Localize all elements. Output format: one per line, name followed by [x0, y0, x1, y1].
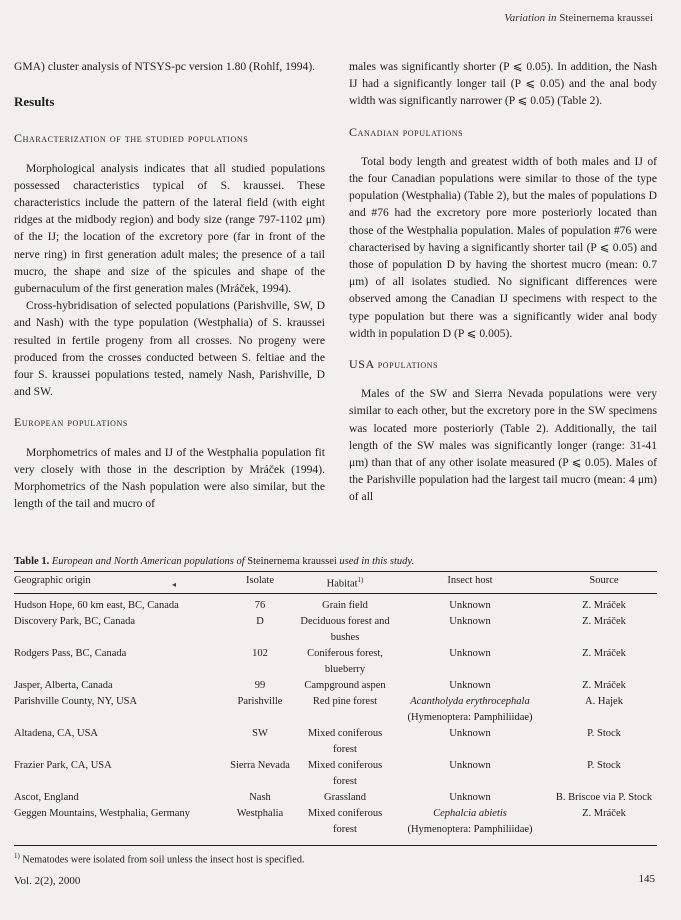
cell-host-name: Unknown [449, 760, 491, 771]
table-caption-end: used in this study. [339, 556, 415, 567]
cell-host-name: Cephalcia abietis [433, 808, 507, 819]
table-header-row [14, 573, 657, 591]
running-head-species-end: kraussei [616, 12, 653, 24]
cell-origin: Parishville County, NY, USA [14, 696, 138, 707]
table-caption-text: European and North American populations of [51, 556, 245, 567]
right-column [349, 58, 657, 506]
cell-origin: Jasper, Alberta, Canada [14, 680, 113, 691]
cell-isolate: 102 [252, 648, 268, 659]
footnote-mark: 1) [14, 852, 20, 860]
canadian-heading: Canadian populations [349, 124, 464, 139]
header-habitat [295, 573, 395, 592]
page-number: 145 [638, 873, 655, 885]
cell-host [400, 678, 540, 694]
cell-isolate: Parishville [237, 696, 283, 707]
cell-source: P. Stock [587, 728, 621, 739]
cell-source: Z. Mráček [582, 648, 626, 659]
cell-host-order: (Hymenoptera: Pamphiliidae) [407, 823, 533, 835]
header-habitat-label: Habitat [326, 578, 358, 590]
header-source: Source [589, 575, 619, 586]
cell-habitat: Mixed coniferous forest [307, 728, 383, 755]
european-heading: European populations [14, 415, 128, 430]
characterization-heading: Characterization of the studied populations [14, 131, 249, 146]
usa-heading: USA populations [349, 357, 439, 372]
running-head-species: Steinernema [559, 12, 615, 24]
cell-host [400, 790, 540, 806]
left-column [14, 58, 325, 512]
para-continued: males was significantly shorter (P ⩽ 0.05). In addition, the Nash IJ had a significantly longer tail (P ⩽ 0.05) and the anal body width was significantly narrower (P ⩽ 0.05) (Table 2). [349, 60, 657, 108]
cell-habitat: Red pine forest [312, 696, 378, 707]
results-heading: Results [14, 94, 55, 110]
cell-source: A. Hajek [585, 696, 623, 707]
cell-source: Z. Mráček [582, 808, 626, 819]
cell-origin: Hudson Hope, 60 km east, BC, Canada [14, 600, 179, 611]
cell-habitat: Campground aspen [304, 680, 386, 691]
cell-isolate: Westphalia [236, 808, 284, 819]
running-head [504, 12, 653, 24]
cell-host [400, 646, 540, 662]
cell-host [400, 694, 540, 725]
table-header-rule [14, 593, 657, 594]
cell-source: Z. Mráček [582, 616, 626, 627]
table-top-rule [14, 571, 657, 572]
table-caption-species: Steinernema kraussei [247, 556, 337, 567]
header-origin: Geographic origin [14, 575, 91, 586]
para-canadian: Total body length and greatest width of both males and IJ of the four Canadian populations were similar to those of the type population (Westphalia) (Table 2), but the males of populations D and #76 had the excretory pore more posteriorly located than those of the Westphalia population. Males of population #76 were characterised by having a significantly shorter tail (P ⩽ 0.05) and those of population D by having the shortest mucro (mean: 0.7 μm) of all isolates studied. No significant differences were observed among the Canadian IJ specimens with respect to the type population but there was a significantly wider anal body width in population D (P ⩽ 0.005). [349, 154, 657, 340]
cell-isolate: SW [252, 728, 268, 739]
footnote-text: Nematodes were isolated from soil unless the insect host is specified. [22, 854, 305, 866]
cell-host [400, 806, 540, 837]
cell-host [400, 598, 540, 614]
para-morphology: Morphological analysis indicates that all studied populations possessed characteristics typical of S. kraussei. These characteristics include the pattern of the lateral field (with eight ridges at the midbody region) and body size (range 797-1102 μm) of the IJ; the location of the excretory pore (far in front of the nerve ring) in first generation adult males; the presence of a tail mucro, the shape and size of the spicules and shape of the gubernaculum of the first generation males (Mráček, 1994). [14, 161, 325, 296]
table-label: Table 1. [14, 556, 50, 567]
cell-host-name: Unknown [449, 616, 491, 627]
cell-host [400, 614, 540, 630]
cell-host-name: Unknown [449, 648, 491, 659]
cell-host-order: (Hymenoptera: Pamphiliidae) [407, 711, 533, 723]
cell-isolate: Nash [249, 792, 271, 803]
cell-origin: Discovery Park, BC, Canada [14, 616, 136, 627]
cell-origin: Rodgers Pass, BC, Canada [14, 648, 127, 659]
cell-isolate: 99 [254, 680, 266, 691]
para-usa: Males of the SW and Sierra Nevada populations were very similar to each other, but the excretory pore in the SW specimens was located more posteriorly (Table 2). Additionally, the tail length of the SW males was significantly longer (range: 31-41 μm) than that of any other isolate measured (P ⩽ 0.05). Males of the Parishville population had the largest tail mucro (mean: 4 μm) of all [349, 387, 657, 504]
populations-table [14, 573, 657, 835]
cell-source: B. Briscoe via P. Stock [555, 792, 653, 803]
para-cross-hybridisation: Cross-hybridisation of selected populations (Parishville, SW, D and Nash) with the type population (Westphalia) of S. kraussei resulted in fertile progeny from all crosses. No progeny were produced from the crosses conducted between S. feltiae and the four S. kraussei populations tested, namely Nash, Parishville, D and SW. [14, 299, 325, 399]
opening-text: GMA) cluster analysis of NTSYS-pc version 1.80 (Rohlf, 1994). [14, 60, 316, 73]
journal-volume: Vol. 2(2), 2000 [14, 875, 81, 887]
cell-source: Z. Mráček [582, 600, 626, 611]
cell-habitat: Mixed coniferous forest [307, 808, 383, 835]
cell-isolate: D [256, 616, 264, 627]
cell-source: Z. Mráček [582, 680, 626, 691]
cell-host [400, 758, 540, 774]
running-head-prefix: Variation in [504, 12, 557, 24]
cell-host-name: Unknown [449, 728, 491, 739]
cell-habitat: Coniferous forest, blueberry [307, 648, 383, 675]
header-isolate: Isolate [246, 575, 274, 586]
cell-habitat: Grain field [322, 600, 368, 611]
arrow-mark-icon: ◂ [172, 580, 177, 589]
table-footnote [14, 852, 304, 865]
cell-habitat: Deciduous forest and bushes [300, 616, 390, 643]
para-european: Morphometrics of males and IJ of the Westphalia population fit very closely with those in the description by Mráček (1994). Morphometrics of the Nash population were also similar, but the length of the tail and mucro of [14, 445, 325, 511]
table-caption [14, 556, 414, 567]
cell-origin: Ascot, England [14, 792, 79, 803]
cell-origin: Altadena, CA, USA [14, 728, 98, 739]
cell-origin: Frazier Park, CA, USA [14, 760, 112, 771]
cell-habitat: Mixed coniferous forest [307, 760, 383, 787]
cell-origin: Geggen Mountains, Westphalia, Germany [14, 808, 190, 819]
cell-habitat: Grassland [324, 792, 366, 803]
cell-host-name: Unknown [449, 680, 491, 691]
cell-host-name: Unknown [449, 792, 491, 803]
header-host: Insect host [447, 575, 493, 586]
cell-host-name: Acantholyda erythrocephala [410, 696, 530, 707]
cell-host [400, 726, 540, 742]
cell-host-name: Unknown [449, 600, 491, 611]
cell-source: P. Stock [587, 760, 621, 771]
cell-isolate: Sierra Nevada [230, 760, 290, 771]
table-bottom-rule [14, 845, 657, 846]
cell-isolate: 76 [254, 600, 266, 611]
header-habitat-footnote-mark: 1) [357, 576, 364, 584]
